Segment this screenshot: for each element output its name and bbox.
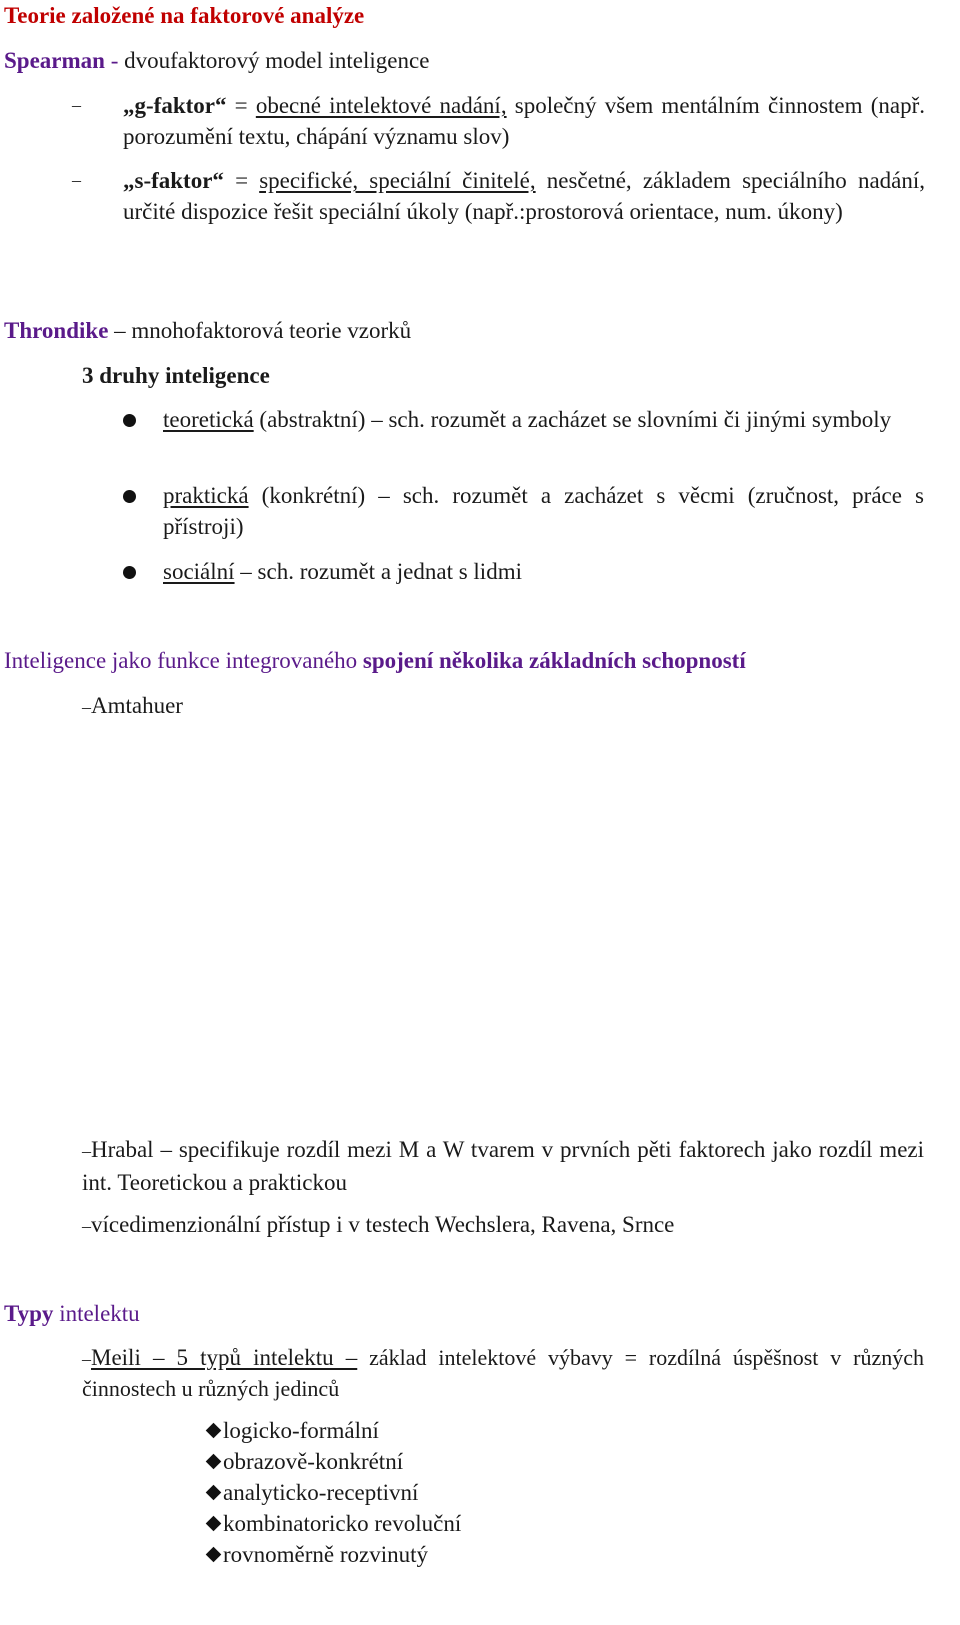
page-title: Teorie založené na faktorové analýze <box>4 3 365 28</box>
list-item-text: – sch. rozumět a jednat s lidmi <box>234 559 522 584</box>
intelligence-types-subheading: 3 druhy inteligence <box>82 363 270 388</box>
spearman-name: Spearman <box>4 48 105 73</box>
dash-icon: – <box>72 95 81 115</box>
multidimensional-text: vícedimenzionální přístup i v testech Wechslera, Ravena, Srnce <box>91 1212 675 1237</box>
list-item-text: rovnoměrně rozvinutý <box>223 1542 429 1567</box>
list-item <box>163 480 924 542</box>
meili-text: základ intelektové výbavy = rozdílná úspěšnost v různých činnostech u různých jedinců <box>82 1345 924 1401</box>
g-factor-term: „g-faktor“ <box>123 93 227 118</box>
list-item-text: kombinatoricko revoluční <box>223 1511 462 1536</box>
list-item <box>205 1477 418 1508</box>
list-item-text: (konkrétní) – sch. rozumět a zacházet s věcmi (zručnost, práce s přístroji) <box>163 483 924 539</box>
list-item <box>205 1415 379 1446</box>
amtahuer-text: Amtahuer <box>91 693 183 718</box>
thorndike-heading <box>4 315 411 346</box>
dash-icon: – <box>82 1349 91 1369</box>
dash-icon: – <box>72 170 81 190</box>
list-item <box>163 556 924 587</box>
list-item <box>163 404 924 435</box>
dash-icon: – <box>82 697 91 717</box>
integrated-bold: spojení několika základních schopností <box>362 648 746 673</box>
list-item <box>205 1508 461 1539</box>
multidimensional-item <box>82 1209 674 1242</box>
spearman-heading <box>4 45 429 76</box>
amtahuer-item <box>82 690 183 723</box>
bullet-icon <box>123 566 136 579</box>
g-factor-definition: obecné intelektové nadání, <box>255 93 507 118</box>
integrated-lead: Inteligence jako funkce integrovaného <box>4 648 363 673</box>
integrated-heading <box>4 645 746 676</box>
list-item-text: analyticko-receptivní <box>223 1480 419 1505</box>
spearman-desc: dvoufaktorový model inteligence <box>124 48 430 73</box>
types-heading <box>4 1298 140 1329</box>
meili-term: Meili – 5 typů intelektu – <box>91 1345 358 1370</box>
list-item-term: teoretická <box>163 407 254 432</box>
list-item-term: praktická <box>163 483 249 508</box>
diamond-bullet-icon <box>206 1547 222 1563</box>
spearman-sep: - <box>104 48 125 73</box>
dash-icon: – <box>82 1141 91 1161</box>
diamond-bullet-icon <box>206 1423 222 1439</box>
diamond-bullet-icon <box>206 1454 222 1470</box>
s-factor-text <box>123 165 925 227</box>
list-item-text: obrazově-konkrétní <box>223 1449 404 1474</box>
bullet-icon <box>123 490 136 503</box>
diamond-bullet-icon <box>206 1516 222 1532</box>
s-factor-rest: nesčetné, základem speciálního nadání, určité dispozice řešit speciální úkoly (např.:prostorová orientace, num. úkony) <box>123 168 925 224</box>
s-factor-definition: specifické, speciální činitelé, <box>259 168 536 193</box>
thorndike-desc: – mnohofaktorová teorie vzorků <box>108 318 412 343</box>
g-factor-eq: = <box>226 93 256 118</box>
g-factor-rest: společný všem mentálním činnostem (např. porozumění textu, chápání významu slov) <box>123 93 925 149</box>
bullet-icon <box>123 414 136 427</box>
g-factor-text <box>123 90 925 152</box>
list-item-term: sociální <box>163 559 235 584</box>
list-item-text: logicko-formální <box>223 1418 379 1443</box>
diamond-bullet-icon <box>206 1485 222 1501</box>
thorndike-name: Throndike <box>4 318 109 343</box>
hrabal-text: Hrabal – specifikuje rozdíl mezi M a W tvarem v prvních pěti faktorech jako rozdíl mezi int. Teoretickou a praktickou <box>82 1137 924 1195</box>
hrabal-item <box>82 1134 924 1198</box>
dash-icon: – <box>82 1216 91 1236</box>
list-item <box>205 1446 403 1477</box>
meili-item <box>82 1343 924 1404</box>
list-item <box>205 1539 428 1570</box>
s-factor-term: „s-faktor“ <box>123 168 224 193</box>
types-rest: intelektu <box>53 1301 140 1326</box>
types-name: Typy <box>4 1301 54 1326</box>
s-factor-eq: = <box>223 168 260 193</box>
list-item-text: (abstraktní) – sch. rozumět a zacházet se slovními či jinými symboly <box>253 407 892 432</box>
